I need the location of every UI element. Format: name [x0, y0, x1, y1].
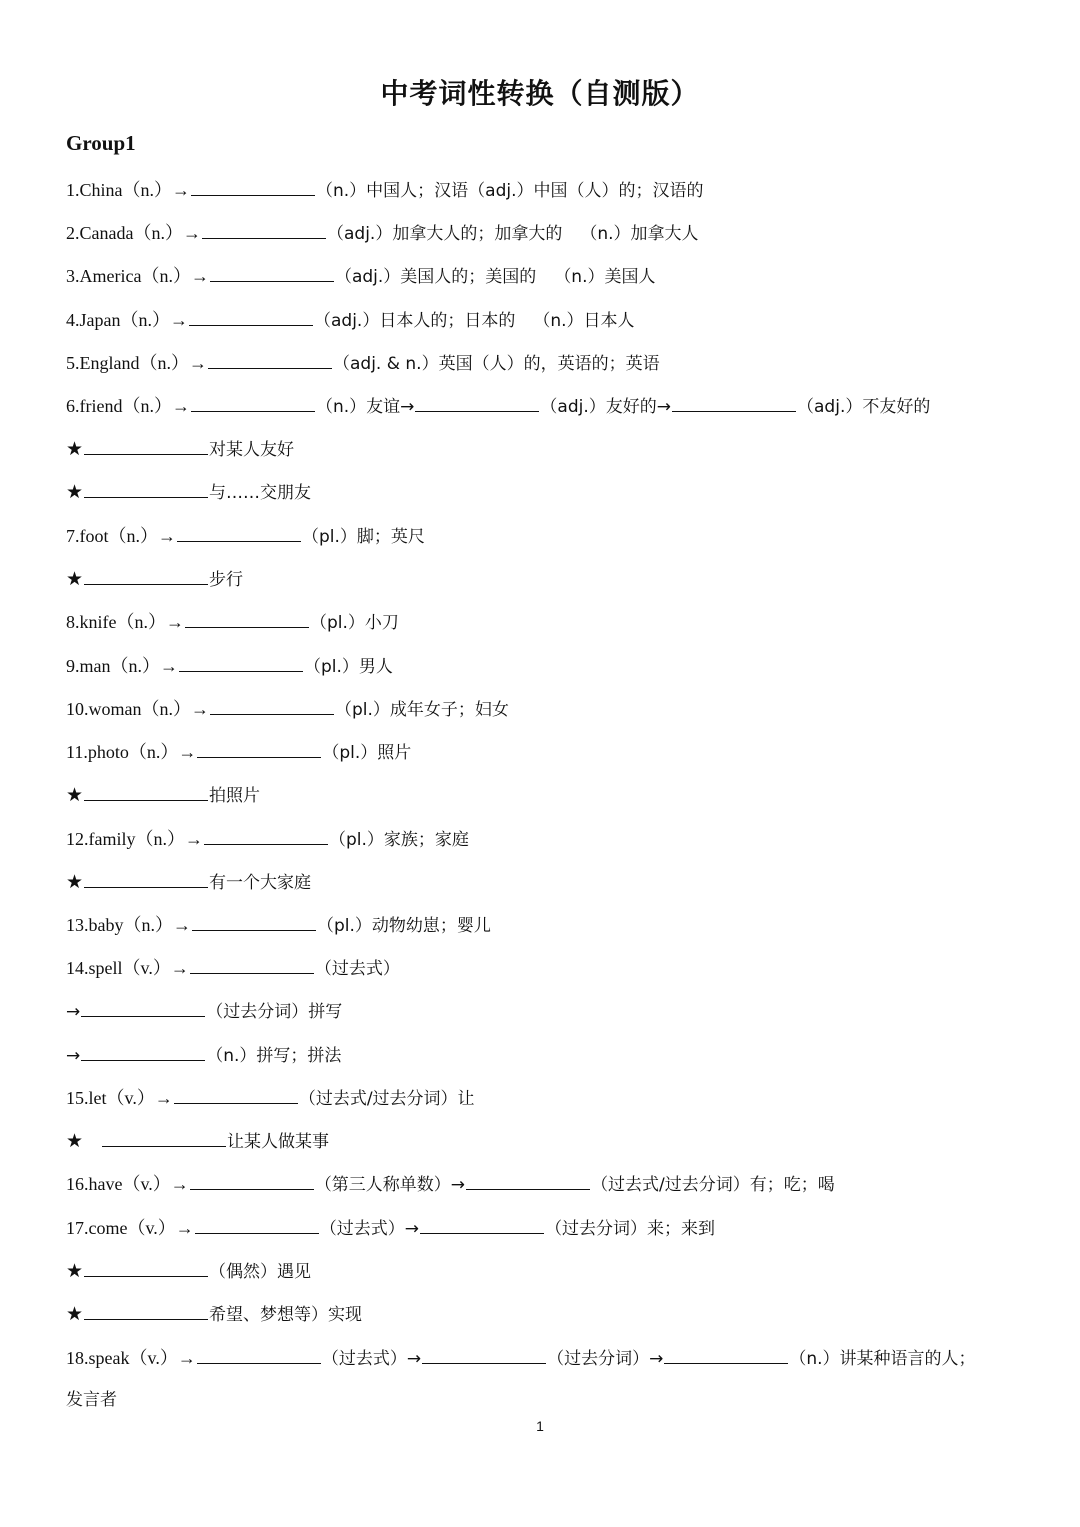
answer-blank[interactable] — [192, 908, 316, 931]
exercise-line — [66, 1167, 835, 1197]
exercise-line — [66, 475, 311, 505]
answer-blank[interactable] — [208, 346, 332, 369]
page-number: 1 — [536, 1418, 544, 1434]
exercise-line — [66, 1297, 362, 1327]
word-prompt: 12.family（n.）→ — [66, 829, 203, 849]
answer-blank[interactable] — [84, 865, 208, 888]
exercise-line — [66, 519, 425, 549]
exercise-line — [66, 216, 699, 246]
answer-blank[interactable] — [84, 1297, 208, 1320]
word-gloss: 让某人做某事 — [227, 1132, 330, 1152]
word-prompt: 7.foot（n.）→ — [66, 526, 176, 546]
word-gloss: 有一个大家庭 — [209, 873, 312, 893]
word-gloss: （pl.）小刀 — [309, 613, 399, 633]
answer-blank[interactable] — [84, 475, 208, 498]
word-gloss: （n.）讲某种语言的人； — [789, 1349, 976, 1369]
exercise-line — [66, 735, 411, 765]
word-gloss: （n.）加拿大人 — [580, 224, 699, 244]
exercise-line — [66, 994, 342, 1024]
exercise-line — [66, 1254, 311, 1284]
word-gloss: （过去式） — [314, 959, 400, 979]
exercise-line — [66, 346, 660, 376]
exercise-line — [66, 173, 704, 203]
exercise-line — [66, 951, 400, 981]
word-prompt: 18.speak（v.）→ — [66, 1348, 196, 1368]
word-prompt: 2.Canada（n.）→ — [66, 223, 201, 243]
word-gloss: （偶然）遇见 — [209, 1262, 312, 1282]
word-prompt: 16.have（v.）→ — [66, 1174, 189, 1194]
word-prompt: 15.let（v.）→ — [66, 1088, 173, 1108]
star-icon: ★ — [66, 568, 84, 590]
answer-blank[interactable] — [81, 994, 205, 1017]
word-prompt: 5.England（n.）→ — [66, 353, 207, 373]
answer-blank[interactable] — [466, 1167, 590, 1190]
answer-blank[interactable] — [189, 303, 313, 326]
star-icon: ★ — [66, 1303, 84, 1325]
word-prompt: 13.baby（n.）→ — [66, 915, 191, 935]
word-gloss: 步行 — [209, 570, 244, 590]
star-icon: ★ — [66, 1130, 84, 1152]
answer-blank[interactable] — [190, 1167, 314, 1190]
star-icon: ★ — [66, 1260, 84, 1282]
word-prompt: 17.come（v.）→ — [66, 1218, 194, 1238]
exercise-line — [66, 605, 399, 635]
word-gloss: （过去分词）来；来到 — [545, 1219, 716, 1239]
word-prompt: 4.Japan（n.）→ — [66, 310, 188, 330]
word-gloss: （pl.）男人 — [304, 657, 393, 677]
exercise-line — [66, 1038, 341, 1068]
word-gloss: 与……交朋友 — [209, 483, 312, 503]
answer-blank[interactable] — [422, 1341, 546, 1364]
exercise-line — [66, 1384, 117, 1414]
answer-blank[interactable] — [84, 778, 208, 801]
word-gloss: （n.）友谊→ — [315, 397, 415, 417]
answer-blank[interactable] — [191, 389, 315, 412]
word-gloss: （pl.）成年女子；妇女 — [335, 700, 509, 720]
star-icon: ★ — [66, 481, 84, 503]
answer-blank[interactable] — [415, 389, 539, 412]
word-gloss: （过去式/过去分词）有；吃；喝 — [591, 1175, 835, 1195]
answer-blank[interactable] — [84, 562, 208, 585]
exercise-line — [66, 692, 509, 722]
exercise-line — [66, 1341, 976, 1371]
word-prompt: 11.photo（n.）→ — [66, 742, 197, 762]
exercise-line — [66, 778, 260, 808]
answer-blank[interactable] — [202, 216, 326, 239]
word-gloss: （过去式）→ — [319, 1219, 420, 1239]
answer-blank[interactable] — [195, 1211, 319, 1234]
word-gloss: 希望、梦想等）实现 — [209, 1305, 363, 1325]
star-icon: ★ — [66, 871, 84, 893]
word-gloss: （adj.）不友好的 — [797, 397, 931, 417]
word-gloss: （adj.）加拿大人的；加拿大的 — [326, 224, 563, 244]
word-gloss: （n.）日本人 — [533, 311, 635, 331]
word-gloss: （n.）拼写；拼法 — [206, 1046, 342, 1066]
word-prompt: 9.man（n.）→ — [66, 656, 178, 676]
answer-blank[interactable] — [179, 649, 303, 672]
page-title: 中考词性转换（自测版） — [380, 77, 700, 110]
answer-blank[interactable] — [204, 822, 328, 845]
word-prompt: 1.China（n.）→ — [66, 180, 190, 200]
word-prompt: 6.friend（n.）→ — [66, 396, 190, 416]
exercise-line — [66, 649, 393, 679]
exercise-line — [66, 432, 294, 462]
answer-blank[interactable] — [84, 1254, 208, 1277]
answer-blank[interactable] — [81, 1038, 205, 1061]
word-gloss: （pl.）脚；英尺 — [302, 527, 425, 547]
exercise-line — [66, 389, 930, 419]
exercise-line — [66, 259, 656, 289]
answer-blank[interactable] — [197, 735, 321, 758]
exercise-line — [66, 1081, 475, 1111]
word-gloss: （n.）中国人；汉语（adj.）中国（人）的；汉语的 — [316, 181, 704, 201]
word-prompt: 3.America（n.）→ — [66, 266, 209, 286]
word-gloss: （pl.）动物幼崽；婴儿 — [317, 916, 491, 936]
answer-blank[interactable] — [664, 1341, 788, 1364]
group-heading: Group1 — [66, 131, 136, 155]
answer-blank[interactable] — [102, 1124, 226, 1147]
answer-blank[interactable] — [210, 259, 334, 282]
answer-blank[interactable] — [210, 692, 334, 715]
word-gloss: （过去分词）拼写 — [206, 1002, 343, 1022]
answer-blank[interactable] — [420, 1211, 544, 1234]
answer-blank[interactable] — [191, 173, 315, 196]
answer-blank[interactable] — [185, 605, 309, 628]
answer-blank[interactable] — [84, 432, 208, 455]
exercise-line — [66, 303, 635, 333]
star-icon: ★ — [66, 784, 84, 806]
arrow-icon: → — [66, 1046, 81, 1066]
word-gloss: （pl.）照片 — [322, 743, 412, 763]
word-gloss: 拍照片 — [209, 786, 261, 806]
answer-blank[interactable] — [197, 1341, 321, 1364]
answer-blank[interactable] — [672, 389, 796, 412]
word-gloss: （adj. & n.）英国（人）的，英语的；英语 — [333, 354, 660, 374]
star-icon: ★ — [66, 438, 84, 460]
exercise-line — [66, 822, 469, 852]
exercise-line — [66, 865, 311, 895]
word-gloss: （pl.）家族；家庭 — [329, 830, 469, 850]
exercise-line — [66, 1124, 329, 1154]
answer-blank[interactable] — [174, 1081, 298, 1104]
word-gloss: （过去分词）→ — [547, 1349, 664, 1369]
word-gloss: （adj.）美国人的；美国的 — [334, 267, 537, 287]
arrow-icon: → — [66, 1002, 81, 1022]
word-gloss: （过去式/过去分词）让 — [298, 1089, 475, 1109]
word-prompt: 14.spell（v.）→ — [66, 958, 189, 978]
word-gloss: （n.）美国人 — [554, 267, 656, 287]
answer-blank[interactable] — [190, 951, 314, 974]
exercise-line — [66, 562, 243, 592]
exercise-line — [66, 908, 491, 938]
exercise-line — [66, 1211, 715, 1241]
word-gloss: （过去式）→ — [321, 1349, 422, 1369]
word-prompt: 8.knife（n.）→ — [66, 612, 184, 632]
word-prompt: 10.woman（n.）→ — [66, 699, 209, 719]
continuation-text: 发言者 — [66, 1390, 117, 1410]
word-gloss: （第三人称单数）→ — [314, 1175, 466, 1195]
answer-blank[interactable] — [177, 519, 301, 542]
word-gloss: 对某人友好 — [209, 440, 295, 460]
word-gloss: （adj.）友好的→ — [540, 397, 672, 417]
word-gloss: （adj.）日本人的；日本的 — [313, 311, 516, 331]
